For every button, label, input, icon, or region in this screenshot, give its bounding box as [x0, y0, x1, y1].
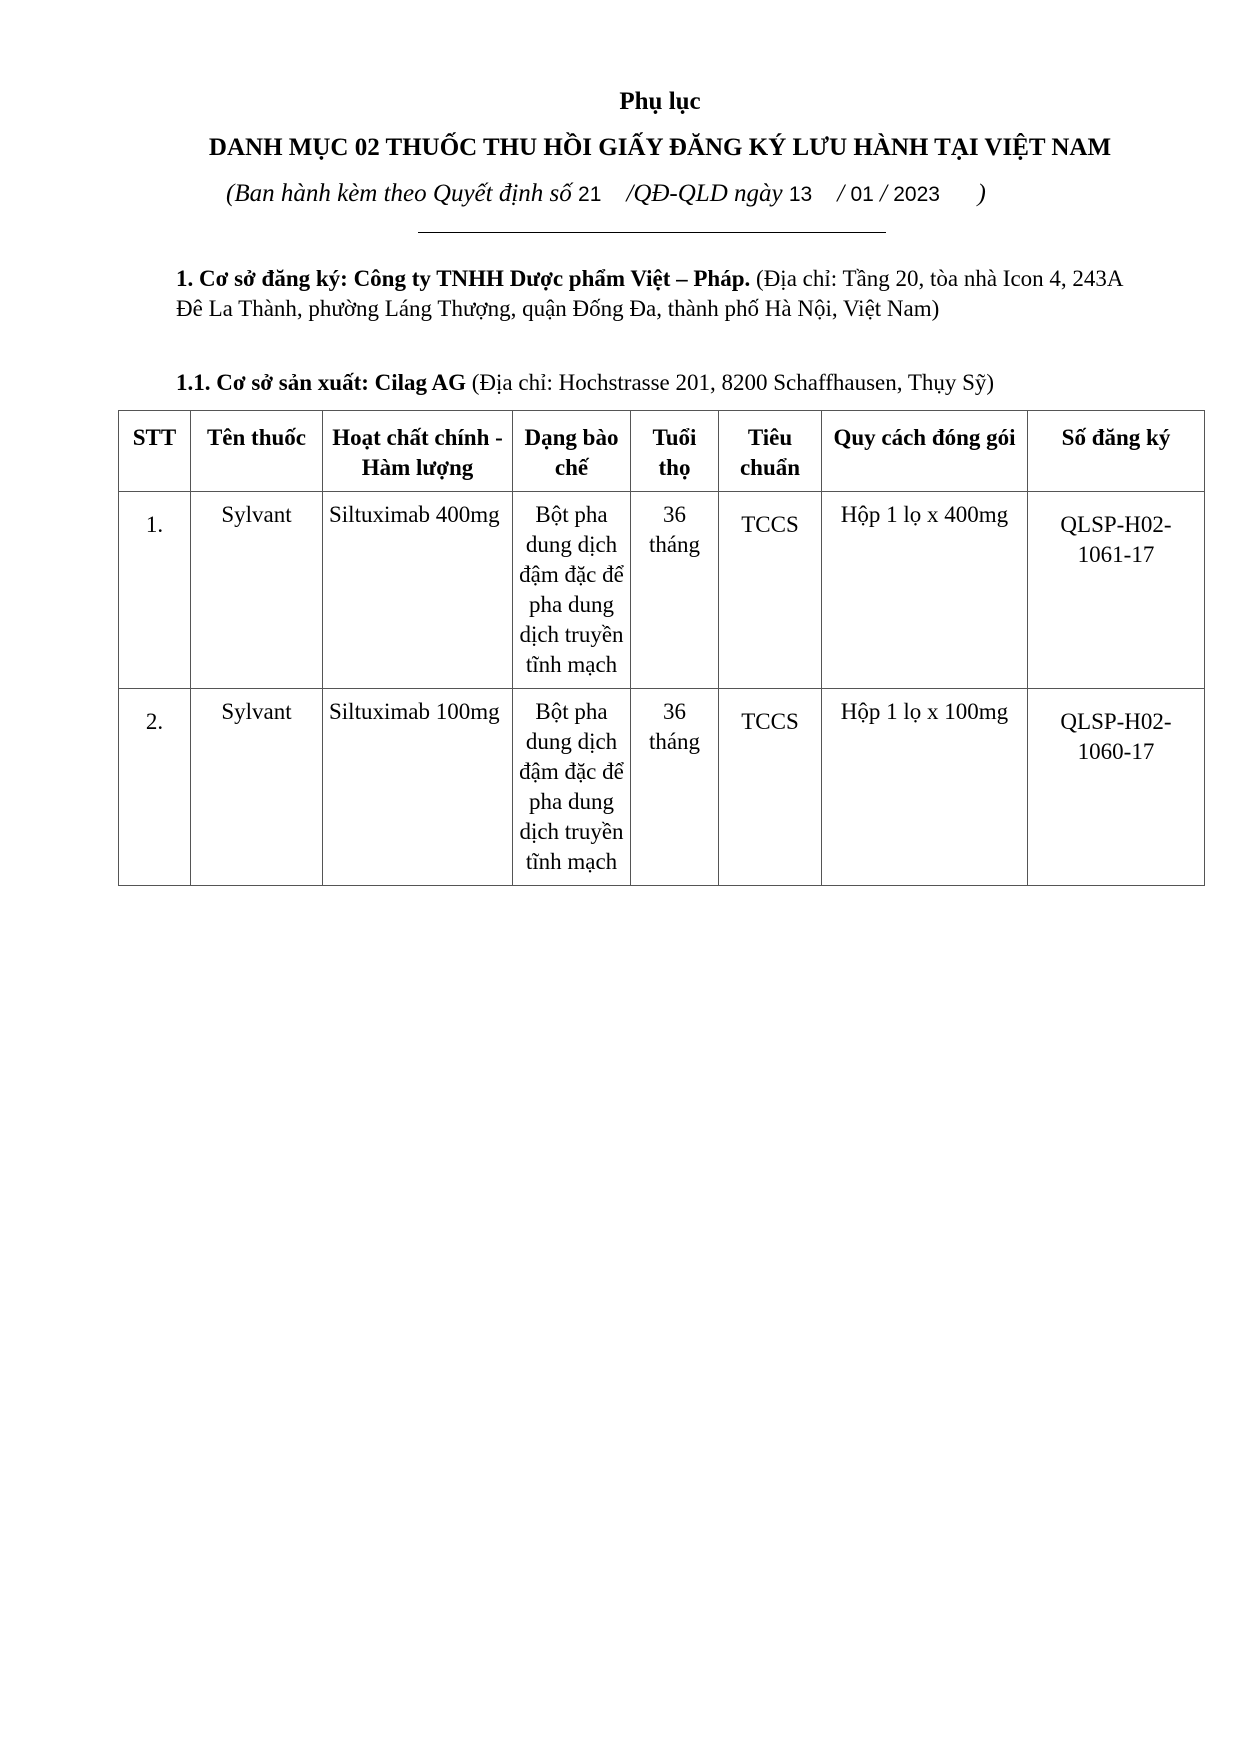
manufacturer-paragraph	[176, 368, 1136, 398]
cell-active-ingredient: Siltuximab 100mg	[323, 689, 513, 886]
cell-drug-name: Sylvant	[191, 492, 323, 689]
cell-stt: 2.	[119, 689, 191, 886]
document-heading: DANH MỤC 02 THUỐC THU HỒI GIẤY ĐĂNG KÝ LƯU HÀNH TẠI VIỆT NAM	[208, 134, 1112, 161]
cell-shelf-life: 36 tháng	[631, 689, 719, 886]
divider	[418, 232, 886, 233]
date-separator: /	[837, 180, 845, 207]
header-stt: STT	[119, 411, 191, 492]
cell-shelf-life: 36 tháng	[631, 492, 719, 689]
cell-drug-name: Sylvant	[191, 689, 323, 886]
issued-prefix: (Ban hành kèm theo Quyết định số	[226, 180, 572, 207]
cell-active-ingredient: Siltuximab 400mg	[323, 492, 513, 689]
cell-packaging: Hộp 1 lọ x 400mg	[822, 492, 1028, 689]
table-header-row	[119, 411, 1205, 492]
manufacturer-address: (Địa chỉ: Hochstrasse 201, 8200 Schaffhausen, Thụy Sỹ)	[471, 370, 995, 395]
cell-packaging: Hộp 1 lọ x 100mg	[822, 689, 1028, 886]
cell-registration-number: QLSP-H02-1061-17	[1028, 492, 1205, 689]
header-registration-number: Số đăng ký	[1028, 411, 1205, 492]
cell-registration-number: QLSP-H02-1060-17	[1028, 689, 1205, 886]
decision-day: 13	[788, 183, 813, 206]
registrant-paragraph	[176, 264, 1136, 324]
decision-code: /QĐ-QLD ngày	[626, 180, 783, 207]
cell-standard: TCCS	[719, 492, 822, 689]
header-active-ingredient: Hoạt chất chính - Hàm lượng	[323, 411, 513, 492]
header-standard: Tiêu chuẩn	[719, 411, 822, 492]
table-row	[119, 492, 1205, 689]
cell-standard: TCCS	[719, 689, 822, 886]
cell-dosage-form: Bột pha dung dịch đậm đặc để pha dung dịch truyền tĩnh mạch	[513, 492, 631, 689]
registrant-address: (Địa chỉ: Tầng 20, tòa nhà Icon 4, 243A Đê La Thành, phường Láng Thượng, quận Đống Đa, thành phố Hà Nội, Việt Nam)	[176, 266, 1123, 321]
header-drug-name: Tên thuốc	[191, 411, 323, 492]
decision-year: 2023	[893, 183, 940, 206]
cell-stt: 1.	[119, 492, 191, 689]
issuance-line	[226, 180, 986, 208]
header-shelf-life: Tuổi thọ	[631, 411, 719, 492]
table-row	[119, 689, 1205, 886]
cell-dosage-form: Bột pha dung dịch đậm đặc để pha dung dịch truyền tĩnh mạch	[513, 689, 631, 886]
registrant-label: 1. Cơ sở đăng ký: Công ty TNHH Dược phẩm Việt – Pháp.	[176, 266, 751, 291]
decision-number: 21	[578, 183, 602, 206]
decision-month: 01	[850, 183, 874, 206]
appendix-title: Phụ lục	[619, 88, 701, 115]
manufacturer-label: 1.1. Cơ sở sản xuất: Cilag AG	[176, 370, 467, 395]
issued-suffix: )	[977, 180, 986, 207]
drug-table	[118, 410, 1205, 886]
date-separator: /	[880, 180, 887, 207]
header-packaging: Quy cách đóng gói	[822, 411, 1028, 492]
header-dosage-form: Dạng bào chế	[513, 411, 631, 492]
